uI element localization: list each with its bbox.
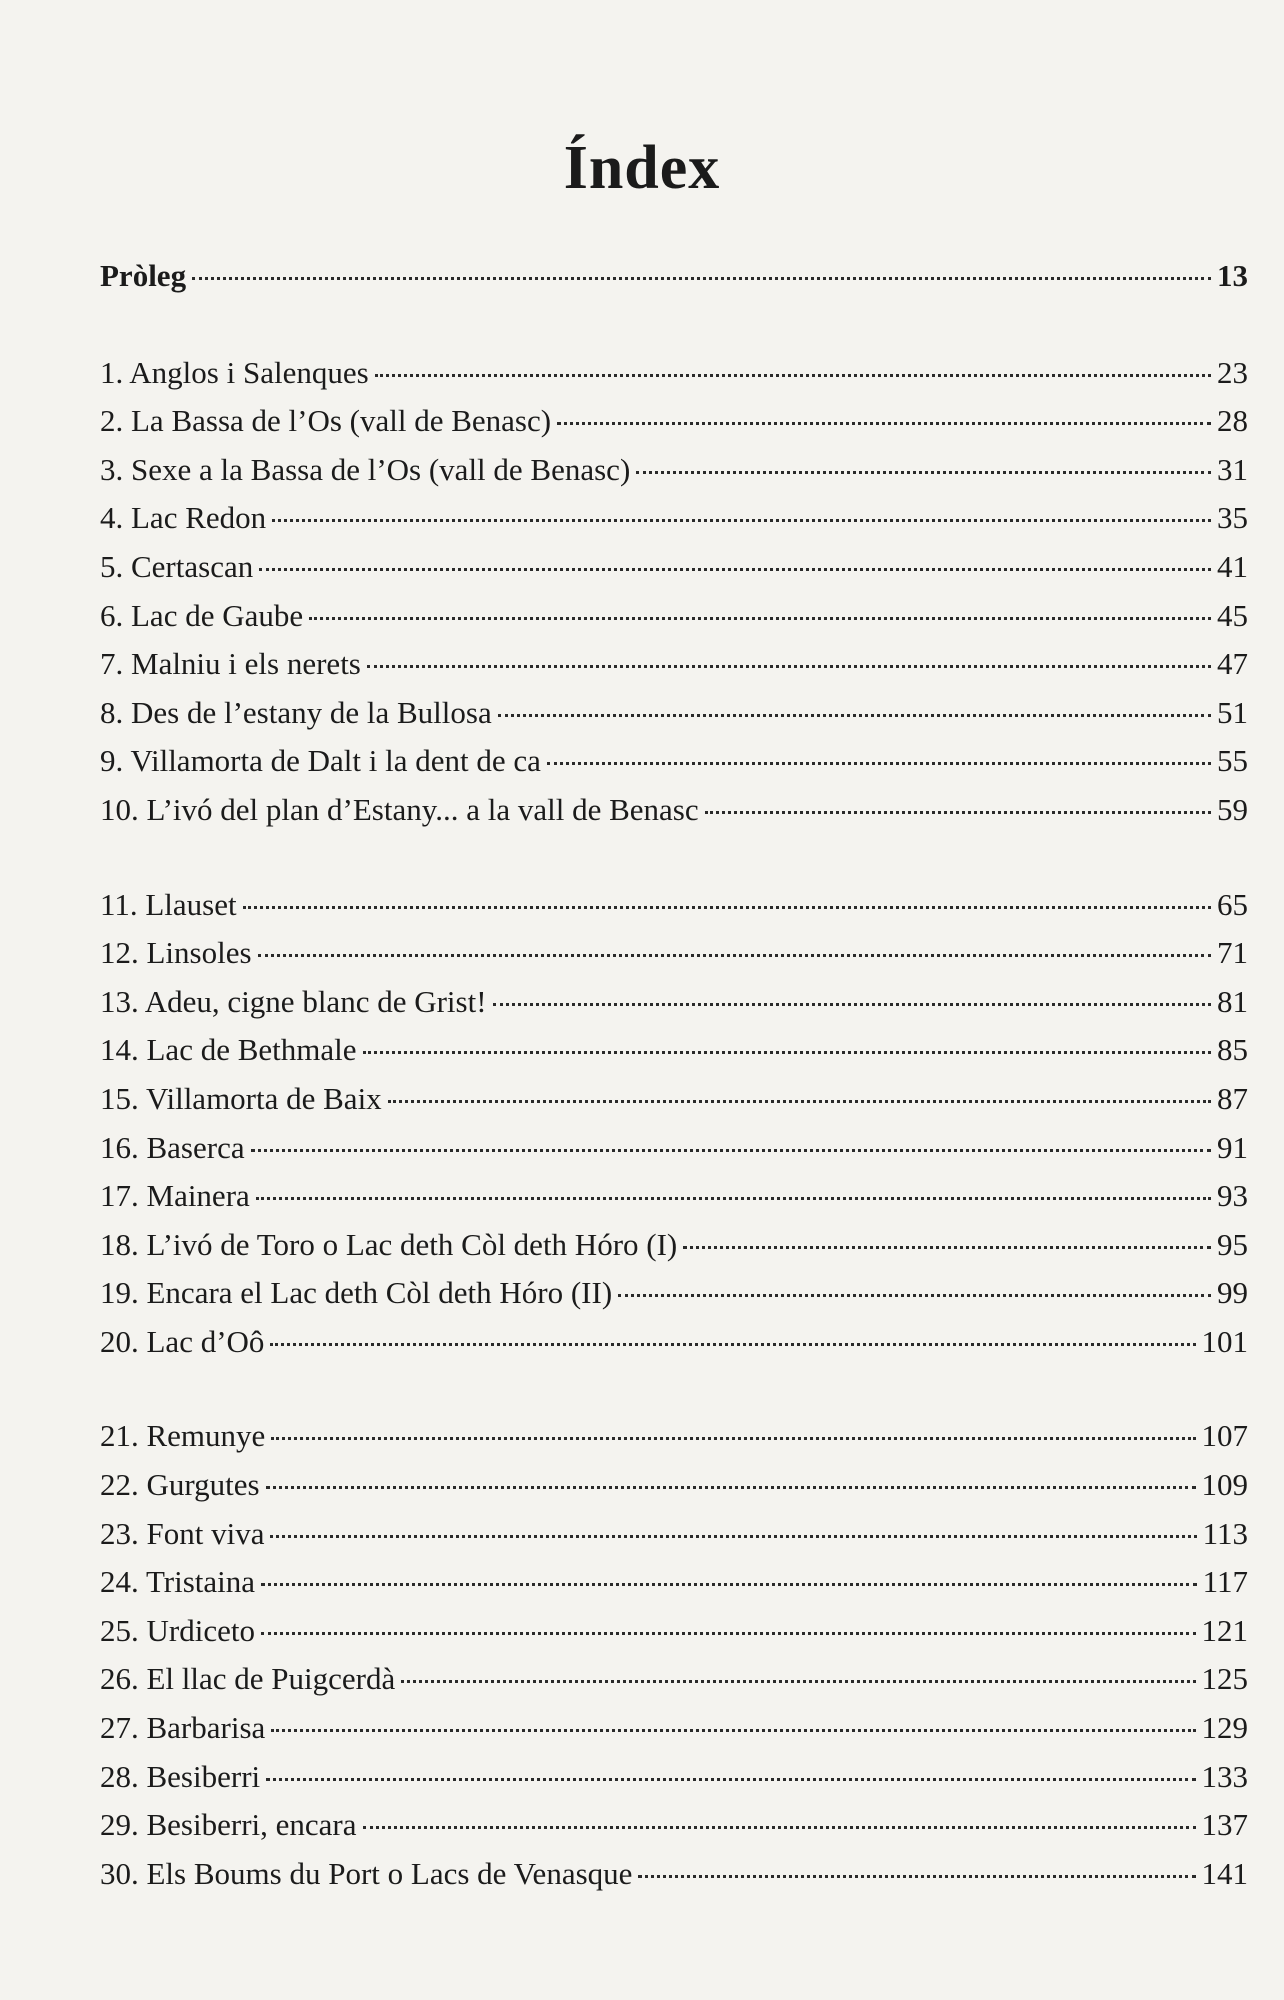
toc-entry-page: 117 bbox=[1202, 1564, 1248, 1600]
dot-leader bbox=[270, 1343, 1195, 1346]
dot-leader bbox=[375, 374, 1211, 377]
toc-entry-page: 41 bbox=[1217, 548, 1248, 584]
toc-entry-label: 18. L’ivó de Toro o Lac deth Còl deth Hóro (I) bbox=[100, 1226, 678, 1262]
toc-entry-label: 7. Malniu i els nerets bbox=[100, 646, 361, 682]
toc-entry-label: 12. Linsoles bbox=[100, 935, 252, 971]
toc-entry bbox=[100, 1412, 1248, 1461]
dot-leader bbox=[256, 1197, 1211, 1200]
toc-entry-label: 21. Remunye bbox=[100, 1418, 266, 1454]
toc-entry bbox=[100, 640, 1248, 689]
toc-entry-page: 93 bbox=[1217, 1178, 1248, 1214]
toc-entry-page: 133 bbox=[1201, 1758, 1248, 1794]
toc-entry-label: 16. Baserca bbox=[100, 1129, 245, 1165]
toc-entry bbox=[100, 1558, 1248, 1607]
dot-leader bbox=[683, 1246, 1211, 1249]
toc-entry bbox=[100, 1124, 1248, 1173]
toc-entry-label: 29. Besiberri, encara bbox=[100, 1807, 357, 1843]
toc-entry bbox=[100, 1026, 1248, 1075]
toc-entry-list bbox=[100, 349, 1248, 1899]
toc-entry-page: 107 bbox=[1201, 1418, 1248, 1454]
toc-entry-label: 5. Certascan bbox=[100, 548, 254, 584]
dot-leader bbox=[363, 1826, 1196, 1829]
toc-entry-page: 31 bbox=[1217, 451, 1248, 487]
toc-entry-page: 35 bbox=[1217, 500, 1248, 536]
dot-leader bbox=[261, 1632, 1196, 1635]
toc-entry bbox=[100, 543, 1248, 592]
dot-leader bbox=[401, 1680, 1195, 1683]
toc-entry bbox=[100, 1655, 1248, 1704]
table-of-contents bbox=[100, 252, 1248, 1898]
dot-leader bbox=[636, 471, 1211, 474]
toc-entry-label: 14. Lac de Bethmale bbox=[100, 1032, 357, 1068]
toc-entry-page: 13 bbox=[1217, 258, 1248, 293]
toc-entry-label: 15. Villamorta de Baix bbox=[100, 1080, 382, 1116]
toc-entry-page: 55 bbox=[1217, 743, 1248, 779]
toc-entry-page: 129 bbox=[1201, 1710, 1248, 1746]
toc-entry-page: 65 bbox=[1217, 886, 1248, 922]
dot-leader bbox=[251, 1149, 1211, 1152]
toc-entry-page: 91 bbox=[1217, 1129, 1248, 1165]
toc-entry bbox=[100, 1461, 1248, 1510]
dot-leader bbox=[618, 1294, 1211, 1297]
dot-leader bbox=[705, 811, 1211, 814]
toc-entry-page: 87 bbox=[1217, 1080, 1248, 1116]
toc-entry-page: 59 bbox=[1217, 791, 1248, 827]
dot-leader bbox=[493, 1003, 1211, 1006]
toc-entry-page: 47 bbox=[1217, 646, 1248, 682]
toc-entry-page: 85 bbox=[1217, 1032, 1248, 1068]
toc-entry bbox=[100, 881, 1248, 930]
toc-entry-label: Pròleg bbox=[100, 258, 187, 293]
toc-entry-page: 99 bbox=[1217, 1275, 1248, 1311]
toc-entry-page: 101 bbox=[1201, 1323, 1248, 1359]
toc-entry-label: 13. Adeu, cigne blanc de Grist! bbox=[100, 983, 487, 1019]
toc-entry-label: 10. L’ivó del plan d’Estany... a la vall de Benasc bbox=[100, 791, 699, 827]
toc-entry-label: 2. La Bassa de l’Os (vall de Benasc) bbox=[100, 403, 552, 439]
dot-leader bbox=[363, 1051, 1211, 1054]
toc-entry bbox=[100, 592, 1248, 641]
toc-entry bbox=[100, 1850, 1248, 1899]
toc-entry bbox=[100, 737, 1248, 786]
toc-entry bbox=[100, 397, 1248, 446]
toc-entry-page: 45 bbox=[1217, 597, 1248, 633]
toc-entry-label: 4. Lac Redon bbox=[100, 500, 267, 536]
toc-entry-page: 23 bbox=[1217, 354, 1248, 390]
dot-leader bbox=[272, 519, 1211, 522]
toc-entry-page: 125 bbox=[1201, 1661, 1248, 1697]
toc-entry-label: 30. Els Boums du Port o Lacs de Venasque bbox=[100, 1855, 633, 1891]
toc-entry bbox=[100, 689, 1248, 738]
toc-entry-label: 28. Besiberri bbox=[100, 1758, 261, 1794]
toc-entry-page: 81 bbox=[1217, 983, 1248, 1019]
toc-entry bbox=[100, 929, 1248, 978]
toc-entry-page: 137 bbox=[1201, 1807, 1248, 1843]
toc-entry-label: 20. Lac d’Oô bbox=[100, 1323, 265, 1359]
toc-entry bbox=[100, 446, 1248, 495]
dot-leader bbox=[367, 665, 1211, 668]
toc-entry bbox=[100, 1172, 1248, 1221]
toc-entry-page: 95 bbox=[1217, 1226, 1248, 1262]
toc-entry-prolog bbox=[100, 252, 1248, 301]
dot-leader bbox=[266, 1778, 1195, 1781]
toc-entry bbox=[100, 786, 1248, 835]
toc-entry-page: 71 bbox=[1217, 935, 1248, 971]
toc-entry-label: 19. Encara el Lac deth Còl deth Hóro (II) bbox=[100, 1275, 613, 1311]
toc-entry-page: 113 bbox=[1202, 1515, 1248, 1551]
toc-entry bbox=[100, 494, 1248, 543]
toc-entry bbox=[100, 978, 1248, 1027]
dot-leader bbox=[271, 1729, 1195, 1732]
toc-entry-label: 6. Lac de Gaube bbox=[100, 597, 304, 633]
dot-leader bbox=[259, 568, 1211, 571]
dot-leader bbox=[258, 954, 1211, 957]
toc-entry-label: 26. El llac de Puigcerdà bbox=[100, 1661, 396, 1697]
toc-entry-label: 8. Des de l’estany de la Bullosa bbox=[100, 694, 492, 730]
dot-leader bbox=[243, 906, 1211, 909]
toc-entry-label: 27. Barbarisa bbox=[100, 1710, 266, 1746]
dot-leader bbox=[638, 1875, 1195, 1878]
toc-entry bbox=[100, 1607, 1248, 1656]
dot-leader bbox=[261, 1583, 1197, 1586]
dot-leader bbox=[271, 1437, 1195, 1440]
toc-entry-label: 17. Mainera bbox=[100, 1178, 250, 1214]
dot-leader bbox=[547, 762, 1211, 765]
toc-entry bbox=[100, 1704, 1248, 1753]
toc-entry-page: 121 bbox=[1201, 1612, 1248, 1648]
toc-entry-page: 109 bbox=[1201, 1467, 1248, 1503]
toc-entry-label: 9. Villamorta de Dalt i la dent de ca bbox=[100, 743, 541, 779]
toc-entry-label: 23. Font viva bbox=[100, 1515, 265, 1551]
toc-entry-label: 1. Anglos i Salenques bbox=[100, 354, 369, 390]
toc-entry-page: 141 bbox=[1201, 1855, 1248, 1891]
toc-entry-label: 22. Gurgutes bbox=[100, 1467, 260, 1503]
toc-entry-label: 24. Tristaina bbox=[100, 1564, 256, 1600]
dot-leader bbox=[388, 1100, 1211, 1103]
toc-entry-label: 11. Llauset bbox=[100, 886, 237, 922]
toc-entry bbox=[100, 1510, 1248, 1559]
toc-entry bbox=[100, 1075, 1248, 1124]
dot-leader bbox=[498, 714, 1211, 717]
toc-entry-page: 28 bbox=[1217, 403, 1248, 439]
dot-leader bbox=[270, 1535, 1196, 1538]
toc-entry bbox=[100, 1318, 1248, 1367]
dot-leader bbox=[266, 1486, 1196, 1489]
toc-entry bbox=[100, 1801, 1248, 1850]
toc-entry-label: 25. Urdiceto bbox=[100, 1612, 255, 1648]
dot-leader bbox=[557, 422, 1211, 425]
toc-entry-page: 51 bbox=[1217, 694, 1248, 730]
toc-entry bbox=[100, 349, 1248, 398]
dot-leader bbox=[309, 617, 1211, 620]
toc-entry bbox=[100, 1221, 1248, 1270]
toc-entry-label: 3. Sexe a la Bassa de l’Os (vall de Benasc) bbox=[100, 451, 631, 487]
dot-leader bbox=[192, 277, 1211, 280]
toc-entry bbox=[100, 1753, 1248, 1802]
page-title: Índex bbox=[563, 134, 721, 202]
toc-entry bbox=[100, 1269, 1248, 1318]
